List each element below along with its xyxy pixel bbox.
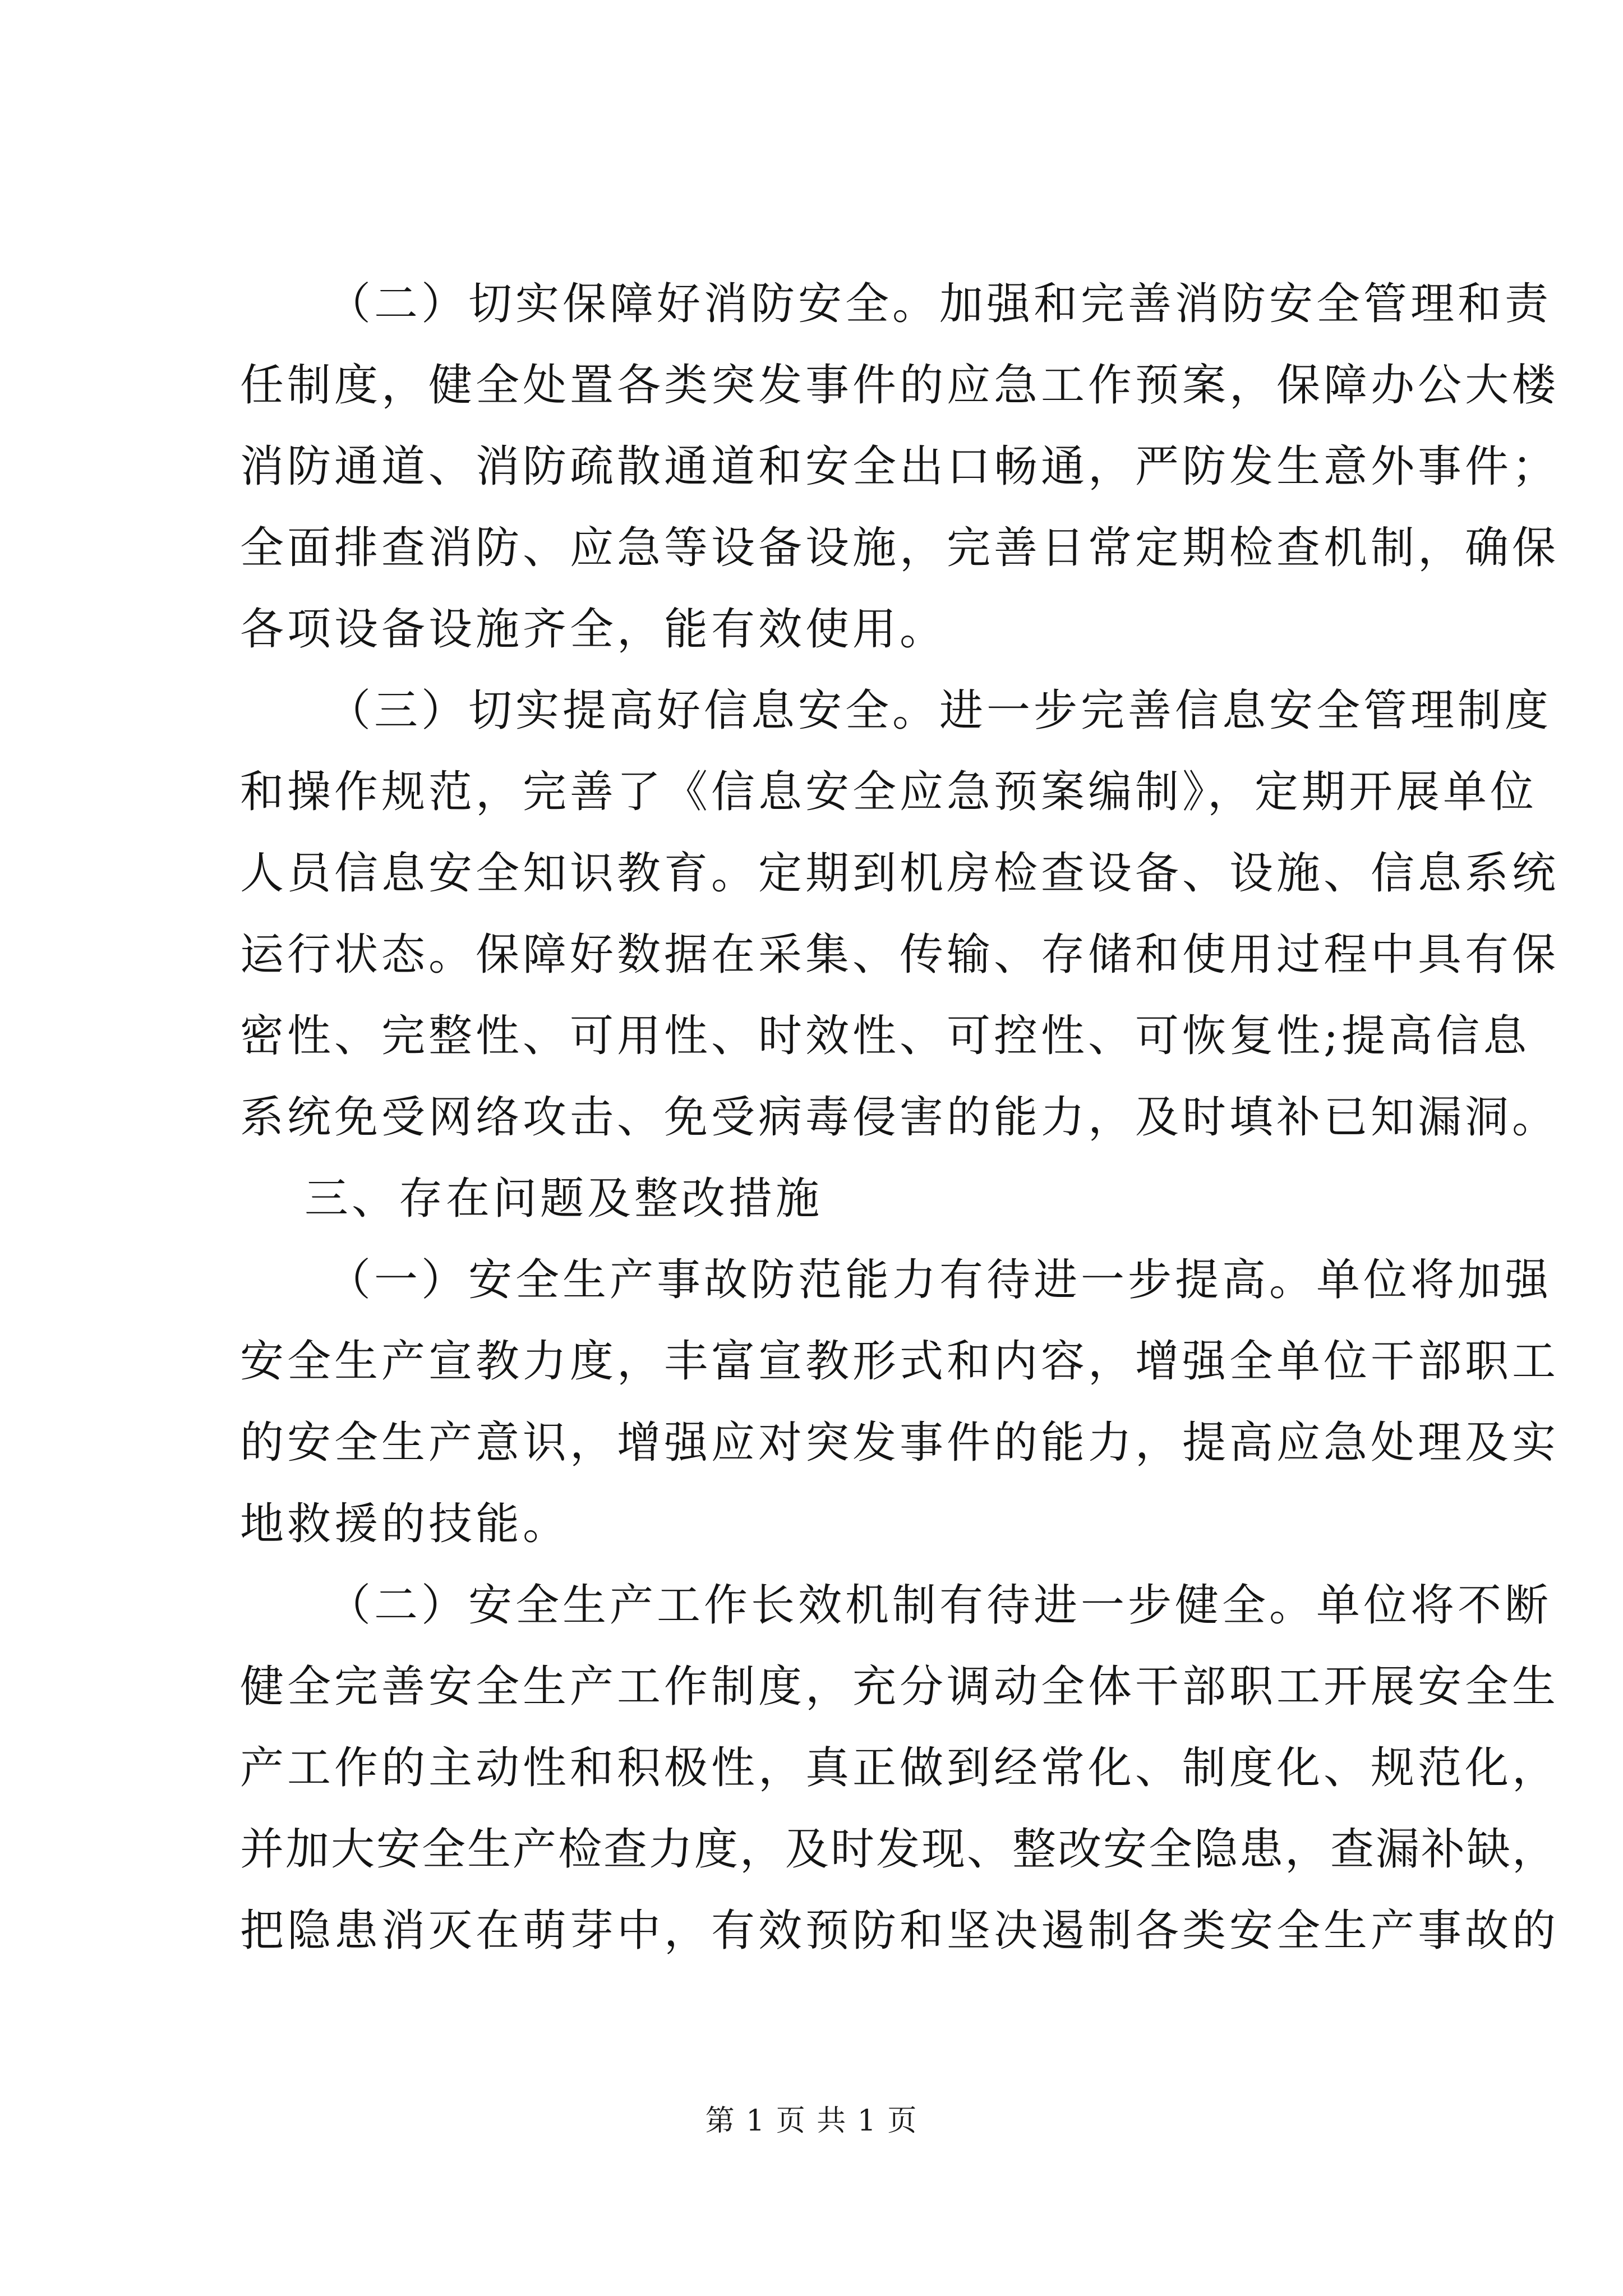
paragraph-line: 和操作规范，完善了《信息安全应急预案编制》，定期开展单位 [240,767,1538,817]
document-body [240,264,1560,1972]
paragraph-line: 安全生产宣教力度，丰富宣教形式和内容，增强全单位干部职工 [240,1336,1560,1387]
paragraph-line: （二）安全生产工作长效机制有待进一步健全。单位将不断 [327,1580,1552,1631]
paragraph-line: 运行状态。保障好数据在采集、传输、存储和使用过程中具有保 [240,930,1560,980]
paragraph-line: 各项设备设施齐全，能有效使用。 [240,604,947,655]
paragraph-line: 健全完善安全生产工作制度，充分调动全体干部职工开展安全生 [240,1662,1560,1712]
paragraph-line: 系统免受网络攻击、免受病毒侵害的能力，及时填补已知漏洞。 [240,1092,1560,1143]
section-heading: 三、存在问题及整改措施 [305,1174,823,1224]
paragraph-line: 把隐患消灭在萌芽中，有效预防和坚决遏制各类安全生产事故的 [240,1906,1560,1956]
paragraph-line: （二）切实保障好消防安全。加强和完善消防安全管理和责 [327,279,1552,329]
paragraph-line: 任制度，健全处置各类突发事件的应急工作预案，保障办公大楼 [240,360,1560,411]
paragraph-line: 全面排查消防、应急等设备设施，完善日常定期检查机制，确保 [240,523,1560,573]
paragraph-line: 并加大安全生产检查力度，及时发现、整改安全隐患，查漏补缺， [240,1824,1558,1875]
paragraph-line: 人员信息安全知识教育。定期到机房检查设备、设施、信息系统 [240,848,1560,899]
paragraph-line: 消防通道、消防疏散通道和安全出口畅通，严防发生意外事件； [240,441,1560,492]
paragraph-line: 的安全生产意识，增强应对突发事件的能力，提高应急处理及实 [240,1418,1560,1468]
paragraph-line: （一）安全生产事故防范能力有待进一步提高。单位将加强 [327,1255,1552,1305]
paragraph-line: 产工作的主动性和积极性，真正做到经常化、制度化、规范化， [240,1743,1560,1793]
page-number-footer: 第 1 页 共 1 页 [705,2104,918,2138]
paragraph-line: 密性、完整性、可用性、时效性、可控性、可恢复性;提高信息 [240,1011,1530,1061]
paragraph-line: 地救援的技能。 [240,1499,570,1549]
paragraph-line: （三）切实提高好信息安全。进一步完善信息安全管理制度 [327,685,1552,736]
